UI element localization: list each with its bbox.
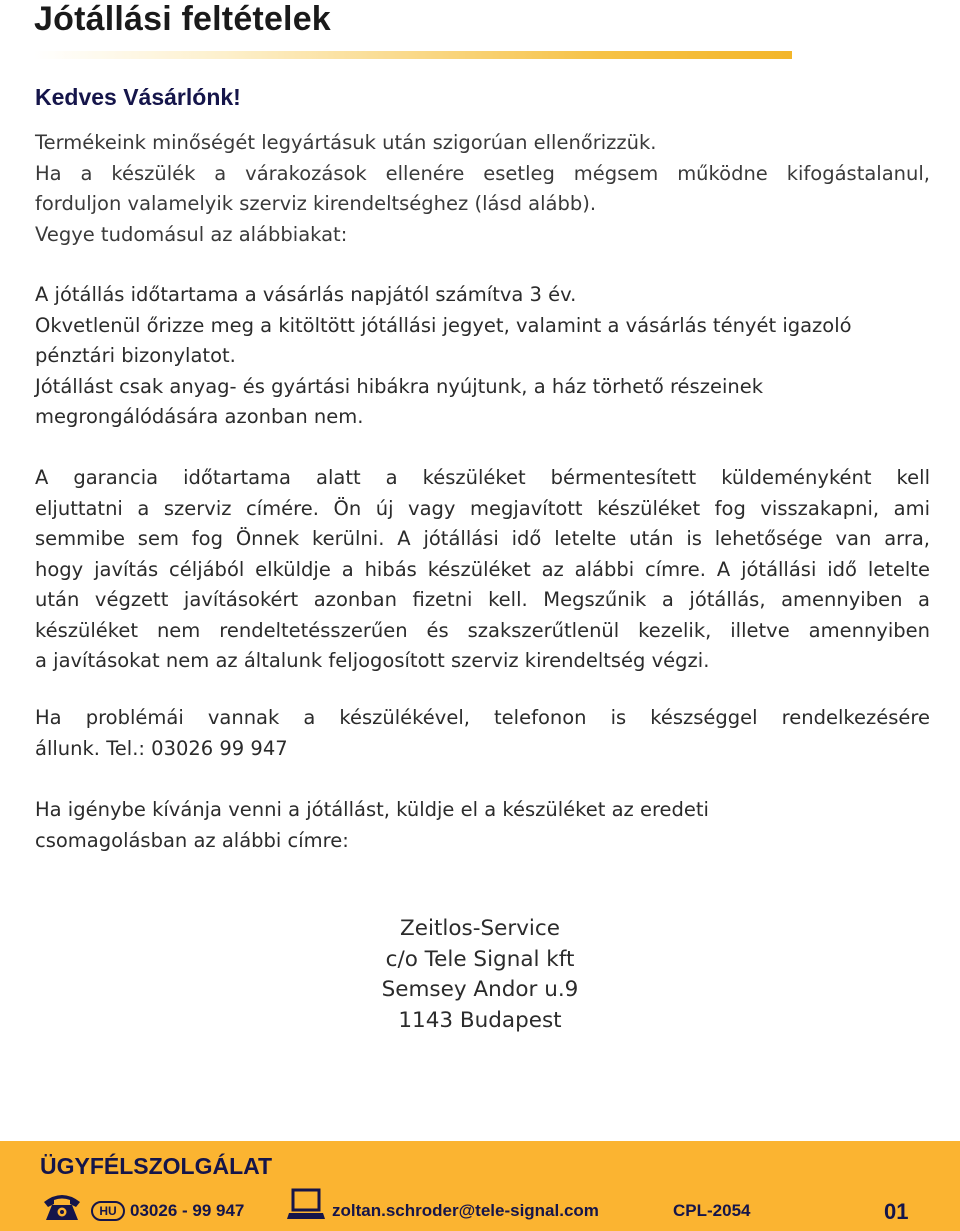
intro-paragraph bbox=[35, 128, 930, 250]
phone-icon bbox=[40, 1190, 84, 1222]
footer-phone: 03026 - 99 947 bbox=[130, 1201, 245, 1220]
page-number: 01 bbox=[884, 1199, 909, 1224]
country-code-badge: HU bbox=[91, 1201, 125, 1221]
footer-title: ÜGYFÉLSZOLGÁLAT bbox=[40, 1153, 273, 1179]
guarantee-line: semmibe sem fog Önnek kerülni. A jótállási idő letelte után is lehetősége van arra, bbox=[35, 527, 930, 550]
contact-paragraph bbox=[35, 703, 930, 764]
guarantee-paragraph bbox=[35, 463, 930, 677]
title-underline bbox=[34, 51, 792, 59]
terms-line: Jótállást csak anyag- és gyártási hibákra nyújtunk, a ház törhető részeinek bbox=[35, 374, 764, 398]
intro-line: Vegye tudomásul az alábbiakat: bbox=[35, 222, 348, 246]
address-line: 1143 Budapest bbox=[398, 1007, 562, 1033]
terms-line: megrongálódására azonban nem. bbox=[35, 405, 364, 428]
address-line: c/o Tele Signal kft bbox=[385, 946, 575, 972]
page-title: Jótállási feltételek bbox=[34, 0, 331, 38]
address-line: Zeitlos-Service bbox=[400, 916, 560, 941]
guarantee-line: hogy javítás céljából elküldje a hibás készüléket az alábbi címre. A jótállási idő letelte bbox=[35, 557, 930, 581]
footer-email: zoltan.schroder@tele-signal.com bbox=[332, 1201, 599, 1220]
guarantee-line: a javításokat nem az általunk feljogosított szerviz kirendeltség végzi. bbox=[35, 649, 710, 672]
shipping-line: Ha igénybe kívánja venni a jótállást, küldje el a készüléket az eredeti bbox=[35, 798, 709, 821]
terms-line: A jótállás időtartama a vásárlás napjától számítva 3 év. bbox=[35, 283, 577, 306]
terms-line: pénztári bizonylatot. bbox=[35, 344, 236, 367]
shipping-line: csomagolásban az alábbi címre: bbox=[35, 828, 349, 852]
terms-line: Okvetlenül őrizze meg a kitöltött jótállási jegyet, valamint a vásárlás tényét igazoló bbox=[35, 313, 852, 337]
footer-model: CPL-2054 bbox=[673, 1201, 751, 1220]
guarantee-line: készüléket nem rendeltetésszerűen és szakszerűtlenül kezelik, illetve amennyiben bbox=[35, 618, 930, 642]
intro-line: forduljon valamelyik szerviz kirendeltséghez (lásd alább). bbox=[35, 192, 597, 215]
guarantee-line: eljuttatni a szerviz címére. Ön új vagy megjavított készüléket fog visszakapni, ami bbox=[35, 496, 930, 520]
contact-line: állunk. Tel.: 03026 99 947 bbox=[35, 736, 288, 760]
greeting-heading: Kedves Vásárlónk! bbox=[35, 84, 241, 110]
laptop-icon bbox=[287, 1188, 325, 1222]
address-line: Semsey Andor u.9 bbox=[381, 977, 579, 1002]
service-address bbox=[280, 914, 680, 1036]
guarantee-line: A garancia időtartama alatt a készüléket bérmentesített küldeményként kell bbox=[35, 466, 930, 489]
intro-line: Termékeink minőségét legyártásuk után szigorúan ellenőrizzük. bbox=[35, 131, 657, 154]
shipping-paragraph bbox=[35, 795, 930, 856]
terms-paragraph bbox=[35, 280, 930, 433]
intro-line: Ha a készülék a várakozások ellenére esetleg mégsem működne kifogástalanul, bbox=[35, 161, 930, 185]
guarantee-line: után végzett javításokért azonban fizetni kell. Megszűnik a jótállás, amennyiben a bbox=[35, 588, 930, 611]
contact-line: Ha problémái vannak a készülékével, telefonon is készséggel rendelkezésére bbox=[35, 706, 930, 729]
